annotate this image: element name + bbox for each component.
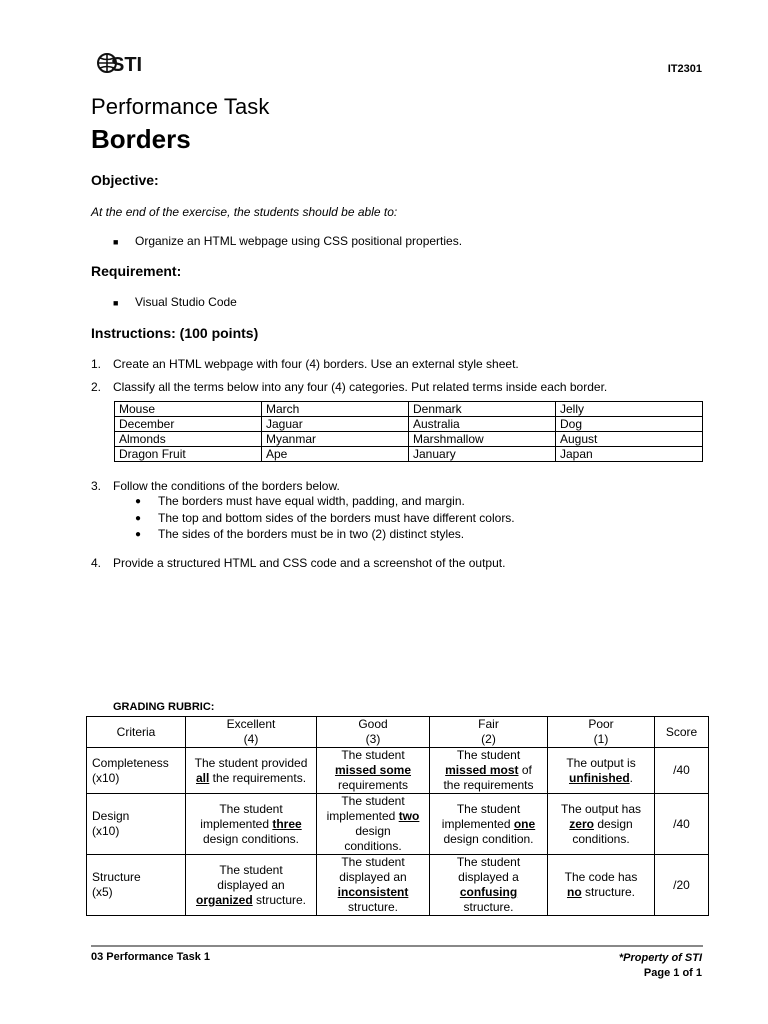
step-number: 3. <box>91 479 102 493</box>
instruction-step <box>91 556 505 570</box>
rubric-title: GRADING RUBRIC: <box>113 701 215 713</box>
condition-text: The sides of the borders must be in two (2) distinct styles. <box>158 527 465 541</box>
instruction-step <box>91 357 519 371</box>
condition-item <box>135 527 464 542</box>
poor-cell: The code has no structure. <box>548 855 655 916</box>
poor-cell: The output is unfinished. <box>548 748 655 794</box>
score-cell: /20 <box>655 855 709 916</box>
fair-cell: The student displayed a confusing structure. <box>430 855 548 916</box>
table-cell: Jaguar <box>262 417 409 432</box>
excellent-cell: The student displayed an organized structure. <box>186 855 317 916</box>
condition-item <box>135 511 515 526</box>
table-row <box>115 402 703 417</box>
sti-logo <box>95 48 155 78</box>
instructions-heading: Instructions: (100 points) <box>91 325 259 341</box>
requirement-bullet <box>113 295 237 311</box>
table-cell: March <box>262 402 409 417</box>
table-row <box>87 748 709 794</box>
step-text: Create an HTML webpage with four (4) borders. Use an external style sheet. <box>113 357 519 371</box>
header-fair: Fair (2) <box>430 717 548 748</box>
excellent-cell: The student provided all the requirements. <box>186 748 317 794</box>
instruction-step <box>91 380 607 394</box>
instruction-step <box>91 479 340 493</box>
page-number: Page 1 of 1 <box>643 967 702 979</box>
terms-table <box>114 401 703 462</box>
step-number: 4. <box>91 556 102 570</box>
page-subtitle: Performance Task <box>91 94 270 119</box>
good-cell: The student implemented two design conditions. <box>317 794 430 855</box>
table-cell: Denmark <box>409 402 556 417</box>
excellent-cell: The student implemented three design conditions. <box>186 794 317 855</box>
objective-heading: Objective: <box>91 172 159 188</box>
header-good: Good (3) <box>317 717 430 748</box>
header-criteria: Criteria <box>87 717 186 748</box>
table-cell: Almonds <box>115 432 262 447</box>
table-cell: Dog <box>556 417 703 432</box>
good-cell: The student missed some requirements <box>317 748 430 794</box>
table-row <box>115 417 703 432</box>
dot-bullet-icon: ● <box>135 496 142 507</box>
table-cell: Ape <box>262 447 409 462</box>
table-cell: August <box>556 432 703 447</box>
score-cell: /40 <box>655 748 709 794</box>
table-row <box>115 447 703 462</box>
table-row <box>87 855 709 916</box>
table-cell: Australia <box>409 417 556 432</box>
table-cell: Myanmar <box>262 432 409 447</box>
requirement-heading: Requirement: <box>91 263 182 279</box>
table-row <box>115 432 703 447</box>
globe-icon <box>95 48 155 78</box>
dot-bullet-icon: ● <box>135 513 142 524</box>
logo-text: STI <box>111 54 143 76</box>
table-cell: Dragon Fruit <box>115 447 262 462</box>
requirement-bullet-text: Visual Studio Code <box>135 295 237 309</box>
step-text: Provide a structured HTML and CSS code and a screenshot of the output. <box>113 556 506 570</box>
table-cell: December <box>115 417 262 432</box>
step-text: Follow the conditions of the borders below. <box>113 479 340 493</box>
table-cell: Mouse <box>115 402 262 417</box>
header-score: Score <box>655 717 709 748</box>
footer-divider <box>91 945 703 947</box>
table-cell: Japan <box>556 447 703 462</box>
square-bullet-icon: ■ <box>113 298 119 308</box>
objective-intro: At the end of the exercise, the students should be able to: <box>91 205 398 219</box>
table-header-row <box>87 717 709 748</box>
criteria-cell: Structure (x5) <box>87 855 186 916</box>
dot-bullet-icon: ● <box>135 529 142 540</box>
objective-bullet <box>113 234 462 250</box>
criteria-cell: Completeness (x10) <box>87 748 186 794</box>
grading-rubric-table <box>86 716 709 916</box>
objective-bullet-text: Organize an HTML webpage using CSS positional properties. <box>135 234 463 248</box>
condition-text: The top and bottom sides of the borders must have different colors. <box>158 511 515 525</box>
table-row <box>87 794 709 855</box>
step-number: 2. <box>91 380 102 394</box>
header-excellent: Excellent (4) <box>186 717 317 748</box>
score-cell: /40 <box>655 794 709 855</box>
condition-text: The borders must have equal width, padding, and margin. <box>158 494 465 508</box>
fair-cell: The student implemented one design condition. <box>430 794 548 855</box>
document-id: IT2301 <box>667 63 702 75</box>
good-cell: The student displayed an inconsistent structure. <box>317 855 430 916</box>
header-poor: Poor (1) <box>548 717 655 748</box>
page-title: Borders <box>91 124 191 154</box>
step-number: 1. <box>91 357 102 371</box>
square-bullet-icon: ■ <box>113 237 119 247</box>
footer-right <box>619 951 702 981</box>
poor-cell: The output has zero design conditions. <box>548 794 655 855</box>
criteria-cell: Design (x10) <box>87 794 186 855</box>
fair-cell: The student missed most of the requirements <box>430 748 548 794</box>
condition-item <box>135 494 465 509</box>
table-cell: January <box>409 447 556 462</box>
footer-course-label: 03 Performance Task 1 <box>91 951 211 963</box>
table-cell: Jelly <box>556 402 703 417</box>
property-notice: *Property of STI <box>618 952 702 964</box>
step-text: Classify all the terms below into any four (4) categories. Put related terms inside each border. <box>113 380 608 394</box>
table-cell: Marshmallow <box>409 432 556 447</box>
